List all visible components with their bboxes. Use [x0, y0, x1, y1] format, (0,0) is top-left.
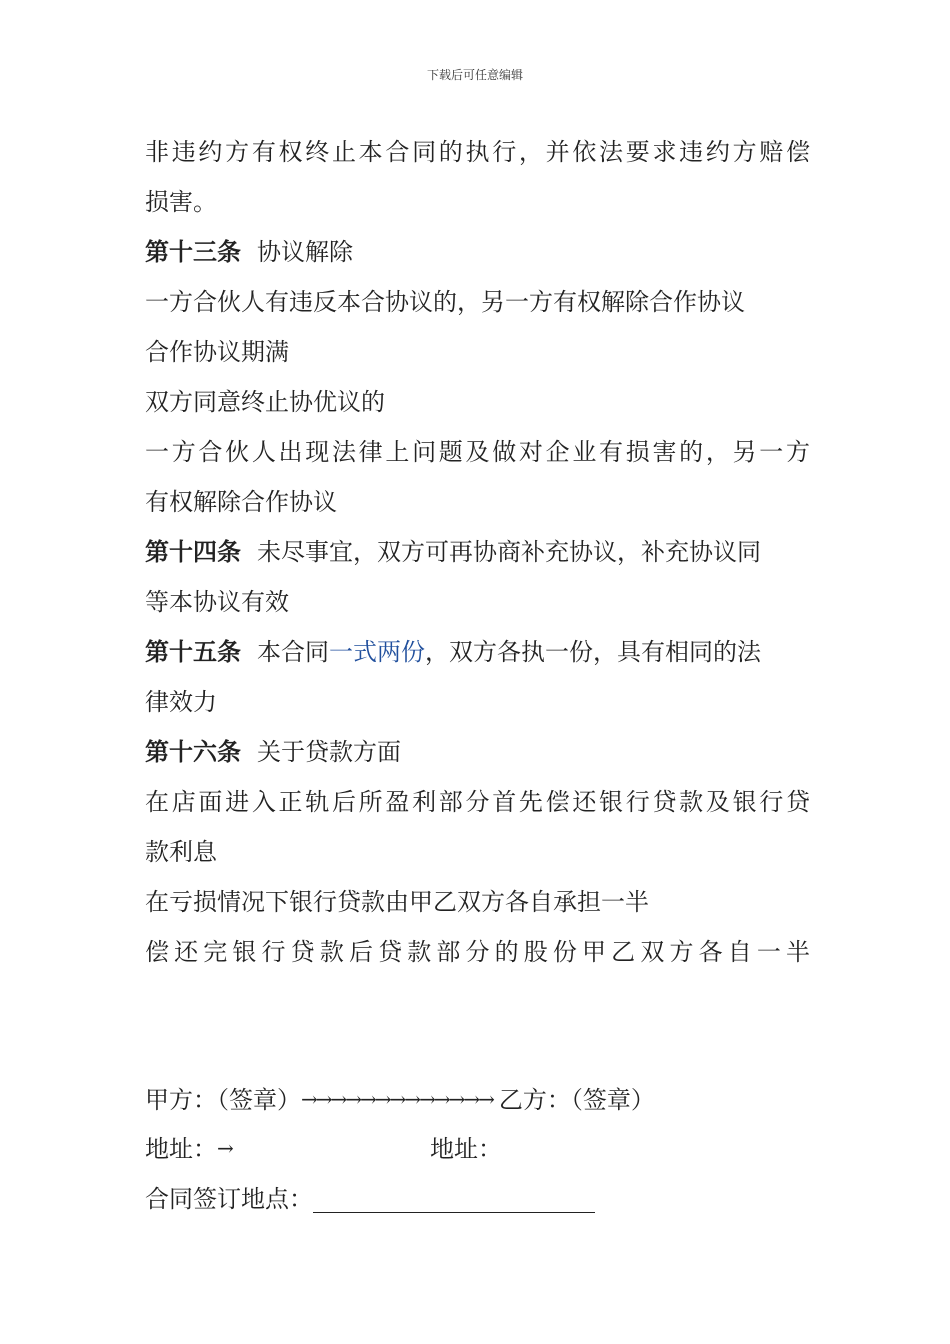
party-a-label: 甲方：（签章） [145, 1086, 301, 1114]
article-title: 第十三条 [145, 237, 241, 266]
article-15 [145, 627, 810, 677]
paragraph-line: 非违约方有权终止本合同的执行，并依法要求违约方赔偿 [145, 138, 810, 166]
address-a-label: 地址： [145, 1135, 217, 1163]
article-title: 第十四条 [145, 537, 241, 566]
address-b-label: 地址： [430, 1135, 502, 1163]
paragraph-line: 合作协议期满 [145, 338, 289, 366]
signature-row [145, 1080, 655, 1115]
paragraph-line: 一方合伙人出现法律上问题及做对企业有损害的，另一方 [145, 438, 810, 466]
article-title: 第十六条 [145, 737, 241, 766]
page-header: 下载后可任意编辑 [426, 68, 523, 82]
article-text: 本合同 [257, 638, 329, 666]
address-row [145, 1129, 502, 1164]
article-14 [145, 527, 810, 577]
place-blank-line[interactable] [313, 1186, 595, 1213]
paragraph-line: 有权解除合作协议 [145, 488, 337, 516]
paragraph-line: 一方合伙人有违反本合协议的，另一方有权解除合作协议 [145, 288, 745, 316]
place-row [145, 1179, 595, 1214]
paragraph-line: 律效力 [145, 688, 217, 716]
place-label: 合同签订地点： [145, 1185, 313, 1213]
article-text: 协议解除 [257, 238, 353, 266]
paragraph-line: 在亏损情况下银行贷款由甲乙双方各自承担一半 [145, 888, 649, 916]
arrow-marks: →→→→→→→→→→→→→ [301, 1087, 493, 1111]
document-body [145, 127, 810, 977]
paragraph-line: 在店面进入正轨后所盈利部分首先偿还银行贷款及银行贷 [145, 788, 810, 816]
party-b-label: 乙方：（签章） [498, 1086, 655, 1114]
highlight-link[interactable]: 一式两份 [329, 638, 425, 666]
paragraph-line: 损害。 [145, 188, 217, 216]
paragraph-line: 偿还完银行贷款后贷款部分的股份甲乙双方各自一半 [145, 938, 810, 966]
paragraph-line: 等本协议有效 [145, 588, 289, 616]
paragraph-line: 款利息 [145, 838, 217, 866]
article-16 [145, 727, 810, 777]
article-text: ，双方各执一份，具有相同的法 [425, 638, 761, 666]
article-text: 未尽事宜，双方可再协商补充协议，补充协议同 [257, 538, 761, 566]
article-13 [145, 227, 810, 277]
arrow-mark: → [217, 1136, 232, 1160]
article-title: 第十五条 [145, 637, 241, 666]
article-text: 关于贷款方面 [257, 738, 401, 766]
paragraph-line: 双方同意终止协优议的 [145, 388, 385, 416]
